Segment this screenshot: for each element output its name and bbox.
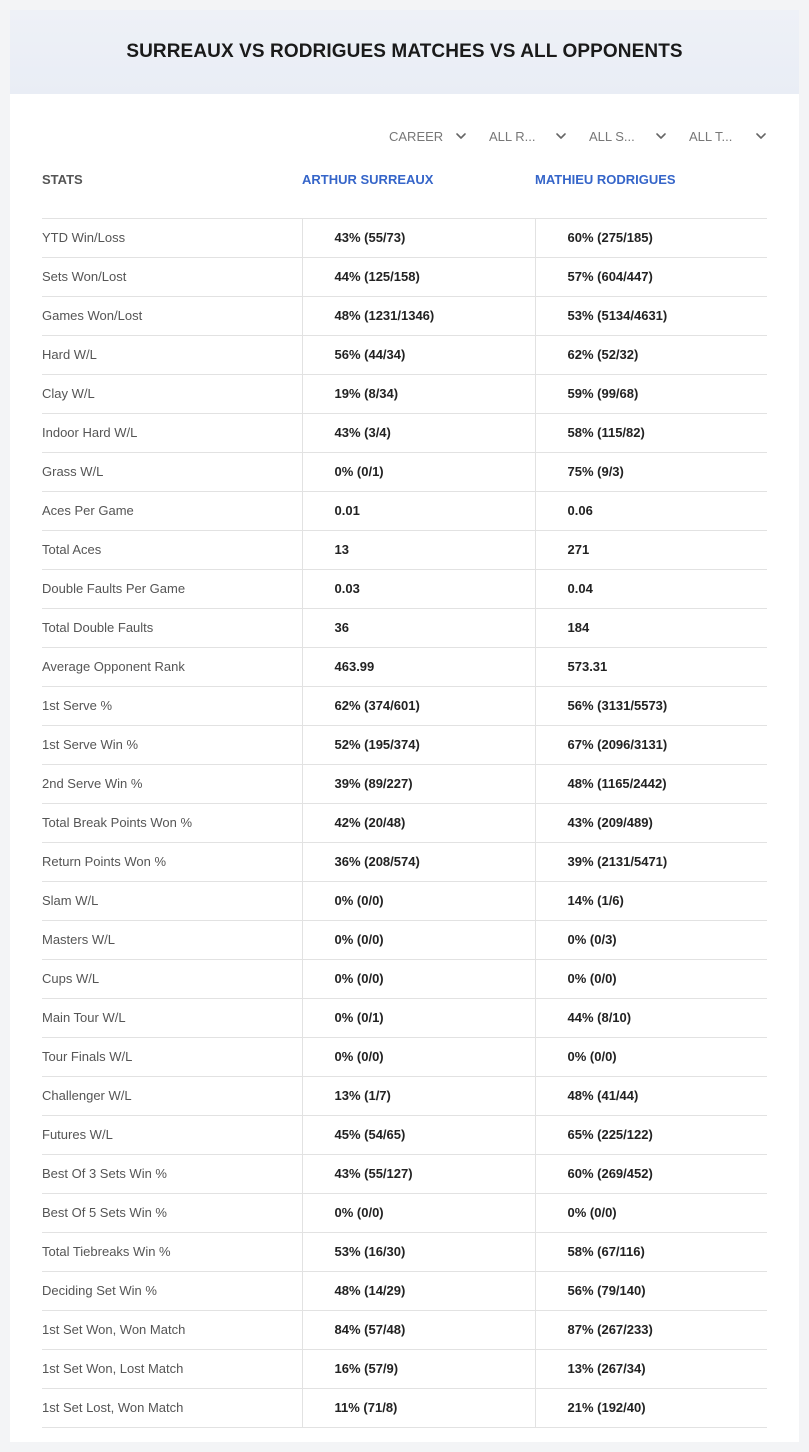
table-row <box>42 1232 767 1271</box>
stat-label: Grass W/L <box>42 452 302 491</box>
table-row <box>42 803 767 842</box>
player2-value: 13% (267/34) <box>535 1349 767 1388</box>
filter-dropdown-label: ALL T... <box>689 128 733 144</box>
chevron-down-icon <box>555 130 567 142</box>
filter-dropdown-label: CAREER <box>389 128 444 144</box>
player1-value: 36% (208/574) <box>302 842 535 881</box>
stat-label: 1st Set Won, Lost Match <box>42 1349 302 1388</box>
stat-label: Hard W/L <box>42 335 302 374</box>
player2-value: 48% (41/44) <box>535 1076 767 1115</box>
player1-value: 0.03 <box>302 569 535 608</box>
table-row <box>42 374 767 413</box>
table-row <box>42 959 767 998</box>
player1-value: 45% (54/65) <box>302 1115 535 1154</box>
stat-label: 1st Serve % <box>42 686 302 725</box>
player1-value: 56% (44/34) <box>302 335 535 374</box>
player1-value: 0% (0/0) <box>302 920 535 959</box>
player1-value: 48% (1231/1346) <box>302 296 535 335</box>
player2-value: 57% (604/447) <box>535 257 767 296</box>
player1-value: 48% (14/29) <box>302 1271 535 1310</box>
table-row <box>42 296 767 335</box>
player1-value: 43% (55/73) <box>302 218 535 257</box>
filter-dropdown-label: ALL R... <box>489 128 536 144</box>
stat-label: Best Of 5 Sets Win % <box>42 1193 302 1232</box>
stat-label: Aces Per Game <box>42 491 302 530</box>
player2-value: 0% (0/0) <box>535 959 767 998</box>
table-row <box>42 1349 767 1388</box>
player1-value: 62% (374/601) <box>302 686 535 725</box>
player2-value: 53% (5134/4631) <box>535 296 767 335</box>
stat-label: Sets Won/Lost <box>42 257 302 296</box>
stat-label: Return Points Won % <box>42 842 302 881</box>
table-row <box>42 530 767 569</box>
player2-value: 87% (267/233) <box>535 1310 767 1349</box>
player2-value: 75% (9/3) <box>535 452 767 491</box>
player2-column-header[interactable]: MATHIEU RODRIGUES <box>535 172 676 187</box>
stats-card <box>10 10 799 1442</box>
player2-value: 62% (52/32) <box>535 335 767 374</box>
table-row <box>42 1193 767 1232</box>
filter-dropdown-2[interactable] <box>483 126 567 146</box>
table-row <box>42 413 767 452</box>
player2-value: 44% (8/10) <box>535 998 767 1037</box>
header-row <box>42 168 767 218</box>
stat-label: Deciding Set Win % <box>42 1271 302 1310</box>
stat-label: Total Aces <box>42 530 302 569</box>
stat-label: 1st Serve Win % <box>42 725 302 764</box>
stat-label: 1st Set Won, Won Match <box>42 1310 302 1349</box>
player1-value: 0% (0/0) <box>302 1037 535 1076</box>
player2-value: 21% (192/40) <box>535 1388 767 1427</box>
player2-value: 0% (0/3) <box>535 920 767 959</box>
stat-label: YTD Win/Loss <box>42 218 302 257</box>
table-row <box>42 608 767 647</box>
player1-value: 0% (0/1) <box>302 998 535 1037</box>
player2-value: 58% (115/82) <box>535 413 767 452</box>
filter-dropdown-label: ALL S... <box>589 128 635 144</box>
player1-value: 52% (195/374) <box>302 725 535 764</box>
stats-table <box>42 168 767 1428</box>
filter-dropdown-4[interactable] <box>683 126 767 146</box>
player2-value: 56% (79/140) <box>535 1271 767 1310</box>
stats-table-header <box>42 168 767 218</box>
stat-label: Futures W/L <box>42 1115 302 1154</box>
player1-value: 36 <box>302 608 535 647</box>
table-row <box>42 764 767 803</box>
player2-value: 67% (2096/3131) <box>535 725 767 764</box>
stat-label: Main Tour W/L <box>42 998 302 1037</box>
player2-value: 48% (1165/2442) <box>535 764 767 803</box>
table-row <box>42 1076 767 1115</box>
table-row <box>42 491 767 530</box>
chevron-down-icon <box>655 130 667 142</box>
stat-label: Slam W/L <box>42 881 302 920</box>
page-header <box>10 10 799 94</box>
stat-label: Masters W/L <box>42 920 302 959</box>
table-row <box>42 1037 767 1076</box>
player2-value: 0.06 <box>535 491 767 530</box>
player1-value: 463.99 <box>302 647 535 686</box>
filter-dropdown-3[interactable] <box>583 126 667 146</box>
table-row <box>42 218 767 257</box>
table-row <box>42 686 767 725</box>
player1-value: 16% (57/9) <box>302 1349 535 1388</box>
table-row <box>42 647 767 686</box>
player1-value: 0% (0/0) <box>302 1193 535 1232</box>
stat-label: Best Of 3 Sets Win % <box>42 1154 302 1193</box>
player2-value: 573.31 <box>535 647 767 686</box>
table-row <box>42 335 767 374</box>
player2-value: 60% (275/185) <box>535 218 767 257</box>
player2-value: 43% (209/489) <box>535 803 767 842</box>
chevron-down-icon <box>755 130 767 142</box>
stat-label: Indoor Hard W/L <box>42 413 302 452</box>
table-row <box>42 725 767 764</box>
player1-value: 43% (3/4) <box>302 413 535 452</box>
player1-value: 11% (71/8) <box>302 1388 535 1427</box>
table-row <box>42 569 767 608</box>
table-row <box>42 1310 767 1349</box>
player1-value: 0% (0/1) <box>302 452 535 491</box>
table-row <box>42 842 767 881</box>
filter-bar <box>42 94 767 168</box>
player2-value: 271 <box>535 530 767 569</box>
player2-value: 0% (0/0) <box>535 1037 767 1076</box>
stat-label: Challenger W/L <box>42 1076 302 1115</box>
table-row <box>42 1115 767 1154</box>
table-row <box>42 920 767 959</box>
page-title: SURREAUX VS RODRIGUES MATCHES VS ALL OPPONENTS <box>126 41 683 62</box>
player1-value: 43% (55/127) <box>302 1154 535 1193</box>
player1-value: 13 <box>302 530 535 569</box>
player2-value: 56% (3131/5573) <box>535 686 767 725</box>
player1-value: 0% (0/0) <box>302 959 535 998</box>
player2-value: 14% (1/6) <box>535 881 767 920</box>
stat-label: Total Tiebreaks Win % <box>42 1232 302 1271</box>
table-row <box>42 881 767 920</box>
table-row <box>42 1154 767 1193</box>
stats-column-header: STATS <box>42 172 83 187</box>
stat-label: Cups W/L <box>42 959 302 998</box>
player2-value: 58% (67/116) <box>535 1232 767 1271</box>
filter-dropdown-1[interactable] <box>383 126 467 146</box>
stat-label: Double Faults Per Game <box>42 569 302 608</box>
player1-value: 84% (57/48) <box>302 1310 535 1349</box>
player1-value: 13% (1/7) <box>302 1076 535 1115</box>
table-row <box>42 452 767 491</box>
player2-value: 59% (99/68) <box>535 374 767 413</box>
player1-value: 19% (8/34) <box>302 374 535 413</box>
stat-label: 2nd Serve Win % <box>42 764 302 803</box>
player2-value: 60% (269/452) <box>535 1154 767 1193</box>
player2-value: 0.04 <box>535 569 767 608</box>
stat-label: Total Double Faults <box>42 608 302 647</box>
player1-value: 44% (125/158) <box>302 257 535 296</box>
stat-label: Clay W/L <box>42 374 302 413</box>
player2-value: 65% (225/122) <box>535 1115 767 1154</box>
player1-column-header[interactable]: ARTHUR SURREAUX <box>302 172 434 187</box>
chevron-down-icon <box>455 130 467 142</box>
table-row <box>42 1271 767 1310</box>
player1-value: 39% (89/227) <box>302 764 535 803</box>
player1-value: 0% (0/0) <box>302 881 535 920</box>
stat-label: Total Break Points Won % <box>42 803 302 842</box>
stat-label: Average Opponent Rank <box>42 647 302 686</box>
stat-label: 1st Set Lost, Won Match <box>42 1388 302 1427</box>
player2-value: 39% (2131/5471) <box>535 842 767 881</box>
main-content <box>10 94 799 1428</box>
table-row <box>42 1388 767 1427</box>
stat-label: Games Won/Lost <box>42 296 302 335</box>
table-row <box>42 257 767 296</box>
player1-value: 53% (16/30) <box>302 1232 535 1271</box>
stat-label: Tour Finals W/L <box>42 1037 302 1076</box>
player2-value: 0% (0/0) <box>535 1193 767 1232</box>
table-row <box>42 998 767 1037</box>
player1-value: 0.01 <box>302 491 535 530</box>
stats-table-body <box>42 218 767 1427</box>
player2-value: 184 <box>535 608 767 647</box>
player1-value: 42% (20/48) <box>302 803 535 842</box>
